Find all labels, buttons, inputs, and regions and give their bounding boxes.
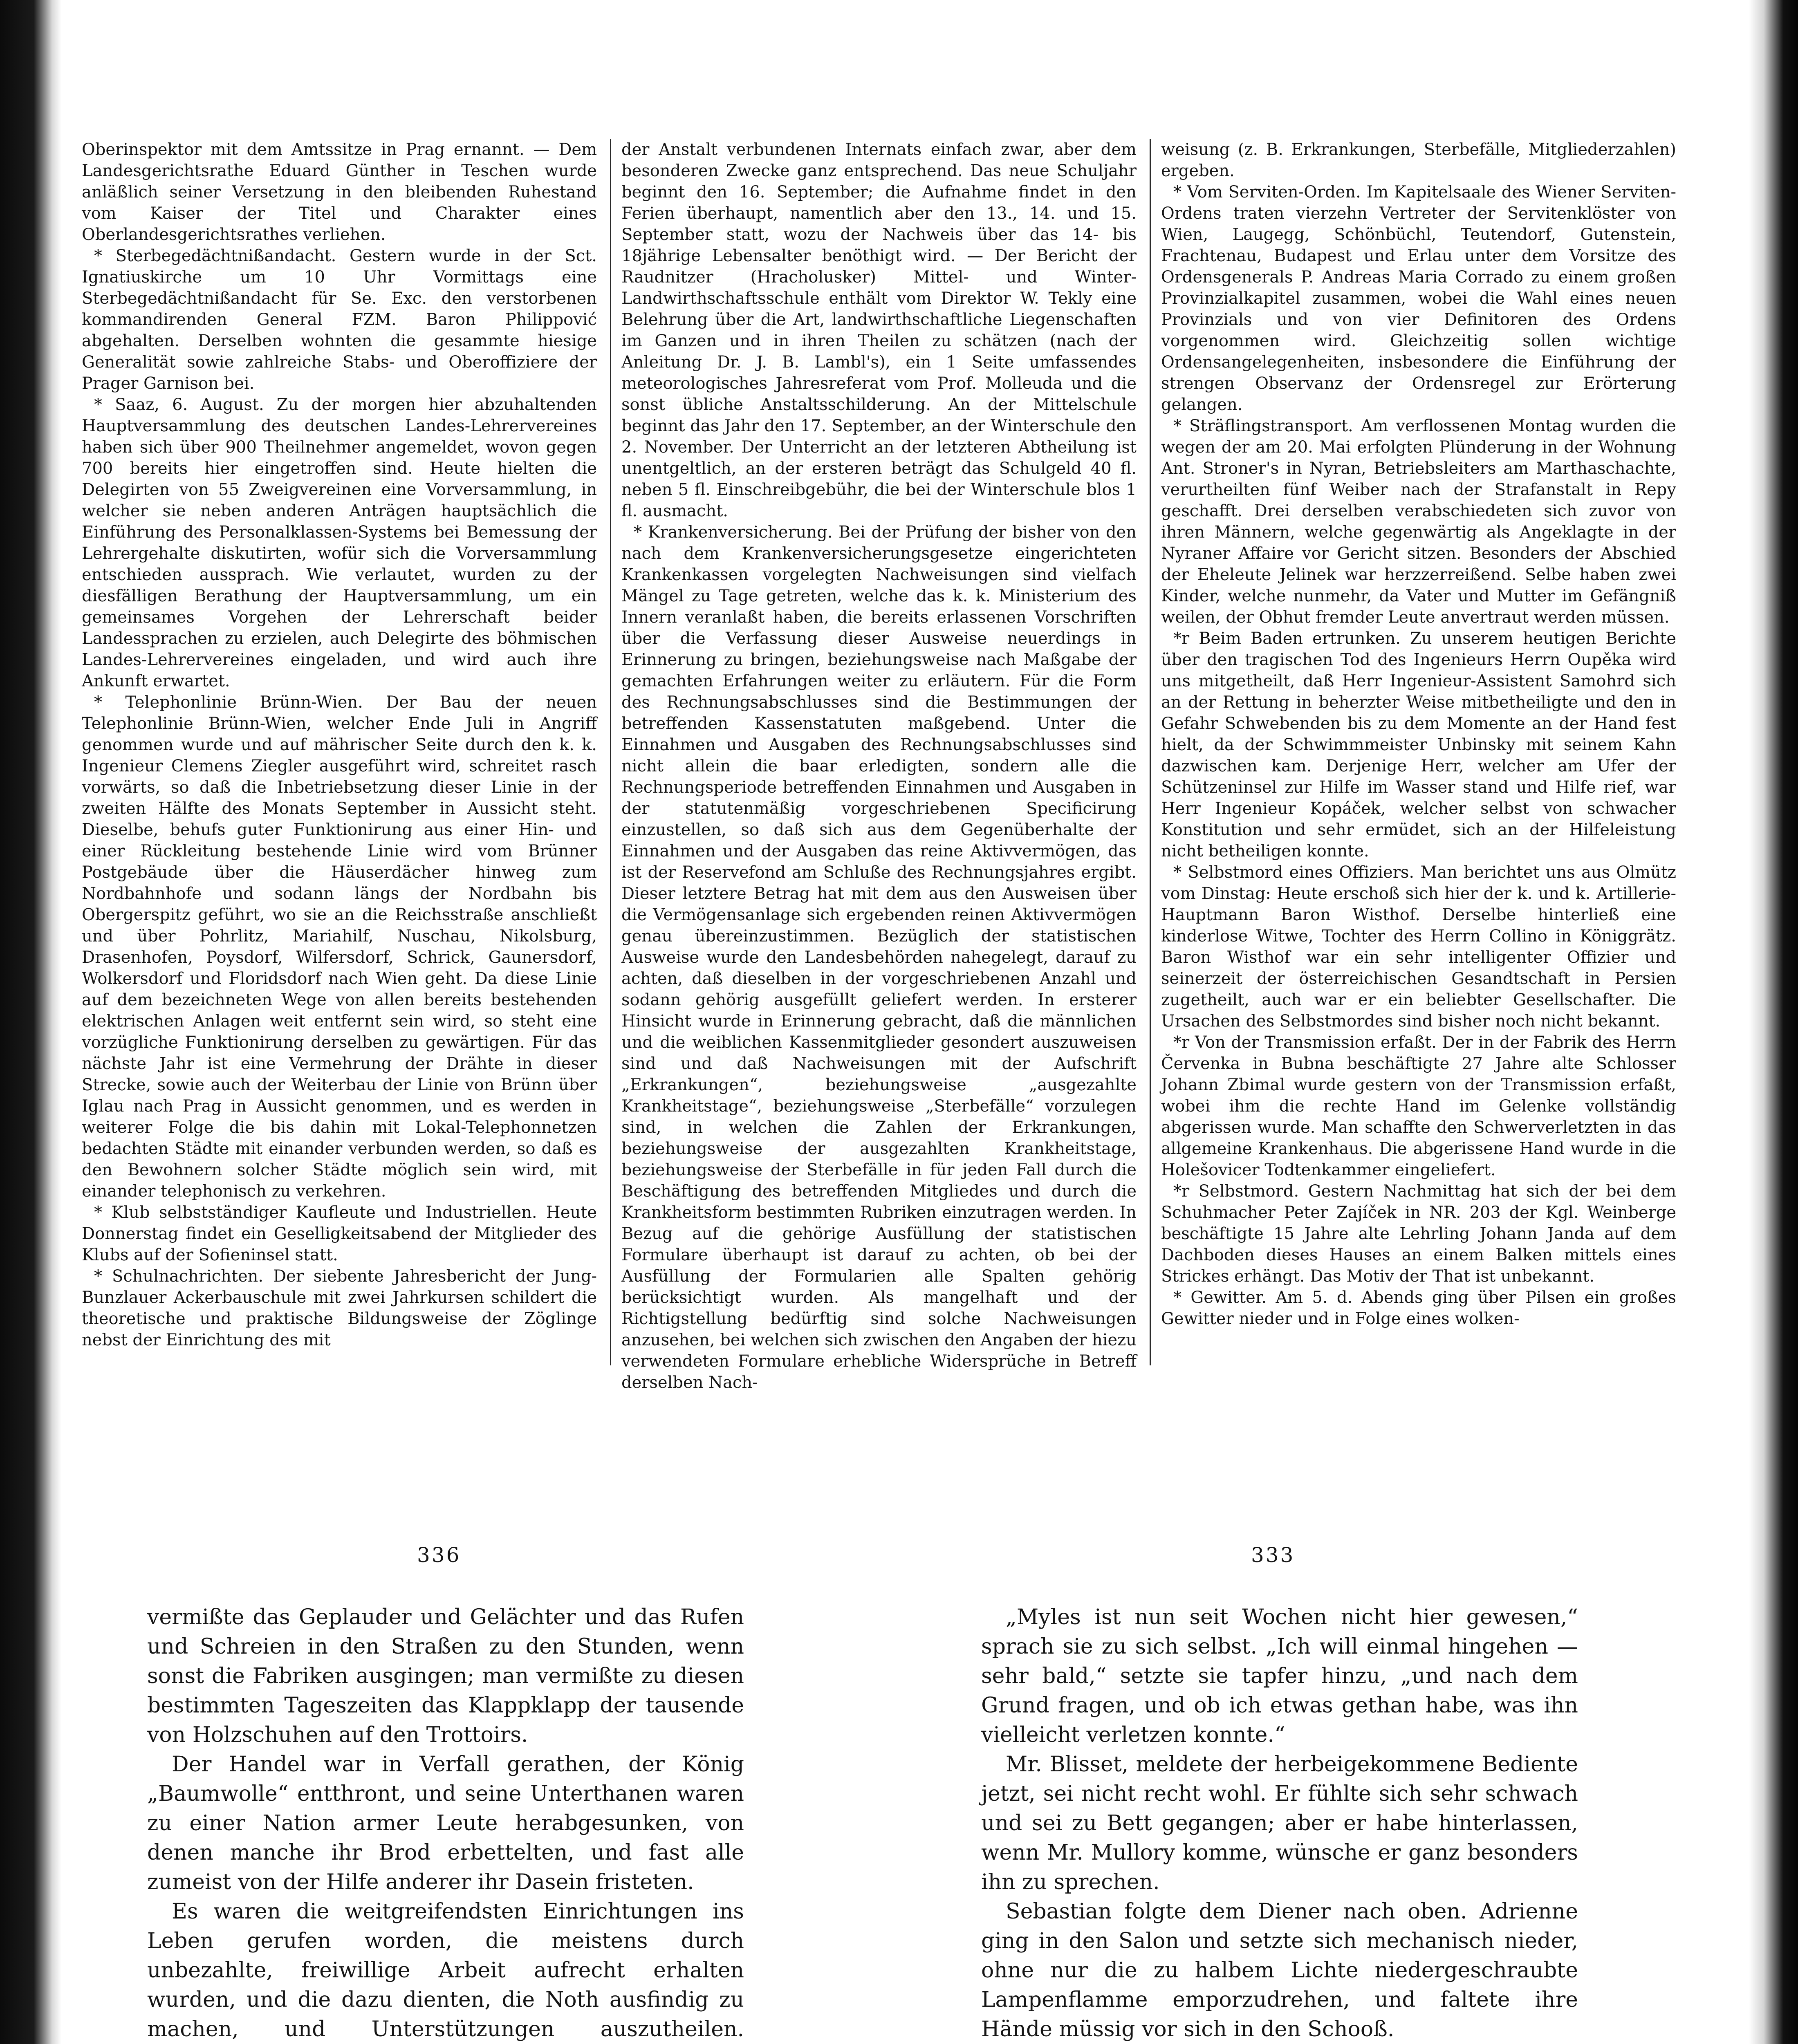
book-left-page <box>147 1602 744 2044</box>
newspaper-clipping <box>82 106 1676 1392</box>
book-right-page <box>981 1602 1578 2044</box>
left-page-number: 336 <box>417 1543 461 1567</box>
news-item-gewitter: * Gewitter. Am 5. d. Abends ging über Pilsen ein großes Gewitter nieder und in Folge eines wolken- <box>1161 1288 1676 1328</box>
news-column-3 <box>1161 139 1676 1374</box>
book-paragraph: Sebastian folgte dem Diener nach oben. Adrienne ging in den Salon und setzte sich mechanisch nieder, ohne nur die zu halbem Lichte niedergeschraubte Lampenflamme emporzudrehen, und faltete ihre Hände müssig vor sich in den Schooß. <box>981 1899 1578 2042</box>
book-paragraph: vermißte das Geplauder und Gelächter und das Rufen und Schreien in den Straßen zu den Stunden, wenn sonst die Fabriken ausgingen; man vermißte zu diesen bestimmten Tageszeiten das Klappklapp der tausende von Holzschuhen auf den Trottoirs. <box>147 1605 744 1747</box>
news-item-klub: * Klub selbstständiger Kaufleute und Industriellen. Heute Donnerstag findet ein Geselligkeitsabend der Mitglieder des Klubs auf der Sofieninsel statt. <box>82 1203 597 1264</box>
column-rule <box>610 139 611 1365</box>
news-column-2 <box>621 139 1137 1392</box>
book-paragraph: Mr. Blisset, meldete der herbeigekommene Bediente jetzt, sei nicht recht wohl. Er fühlte sich sehr schwach und sei zu Bett gegangen; aber er habe hinterlassen, wenn Mr. Mullory komme, wünsche er ganz besonders ihn zu sprechen. <box>981 1752 1578 1894</box>
news-item-schulnachrichten: * Schulnachrichten. Der siebente Jahresbericht der Jung-Bunzlauer Ackerbauschule mit zwei Jahrkursen schildert die theoretische und praktische Bildungsweise der Zöglinge nebst der Einrichtung des mit <box>82 1267 597 1349</box>
news-paragraph: weisung (z. B. Erkrankungen, Sterbefälle, Mitgliederzahlen) ergeben. <box>1161 140 1676 180</box>
news-item-sterbegedaechtnis: * Sterbegedächtnißandacht. Gestern wurde in der Sct. Ignatiuskirche um 10 Uhr Vormittags eine Sterbegedächtnißandacht für Se. Exc. den verstorbenen kommandirenden General FZM. Baron Philippović abgehalten. Derselben wohnten die gesammte hiesige Generalität sowie zahlreiche Stabs- und Oberoffiziere der Prager Garnison bei. <box>82 247 597 393</box>
scan-shadow-left <box>0 0 61 2044</box>
news-item-offizier: * Selbstmord eines Offiziers. Man berichtet uns aus Olmütz vom Dinstag: Heute erschoß sich hier der k. und k. Artillerie-Hauptmann Baron Wisthof. Derselbe hinterließ eine kinderlose Witwe, Tochter des Herrn Collino in Königgrätz. Baron Wisthof war ein sehr intelligenter Offizier und seinerzeit der österreichischen Gesandtschaft in Persien zugetheilt, auch war er ein beliebter Gesellschafter. Die Ursachen des Selbstmordes sind bisher noch nicht bekannt. <box>1161 863 1676 1031</box>
news-paragraph: Oberinspektor mit dem Amtssitze in Prag ernannt. — Dem Landesgerichtsrathe Eduard Günther in Teschen wurde anläßlich seiner Versetzung in den bleibenden Ruhestand vom Kaiser der Titel und Charakter eines Oberlandesgerichtsrathes verliehen. <box>82 140 597 244</box>
news-item-saaz: * Saaz, 6. August. Zu der morgen hier abzuhaltenden Hauptversammlung des deutschen Landes-Lehrervereines haben sich über 900 Theilnehmer angemeldet, wovon gegen 700 bereits hier eingetroffen sind. Heute hielten die Delegirten von 55 Zweigvereinen eine Vorversammlung, in welcher sie neben anderen Anträgen hauptsächlich die Einführung des Personalklassen-Systems bei Bemessung der Lehrergehalte diskutirten, wofür sich die Vorversammlung entschieden aussprach. Wie verlautet, wurden zu der diesfälligen Berathung der Hauptversammlung, um ein gemeinsames Vorgehen der Lehrerschaft beider Landessprachen zu erzielen, auch Delegirte des böhmischen Landes-Lehrervereines eingeladen, und wird auch ihre Ankunft erwartet. <box>82 395 597 690</box>
book-paragraph: „Myles ist nun seit Wochen nicht hier gewesen,“ sprach sie zu sich selbst. „Ich will einmal hingehen — sehr bald,“ setzte sie tapfer hinzu, „und nach dem Grund fragen, und ob ich etwas gethan habe, was ihn vielleicht verletzen konnte.“ <box>981 1605 1578 1747</box>
book-paragraph: Es waren die weitgreifendsten Einrichtungen ins Leben gerufen worden, die meistens durch unbezahlte, freiwillige Arbeit aufrecht erhalten wurden, und die dazu dienten, die Noth ausfindig zu machen, und Unterstützungen auszutheilen. <box>147 1899 744 2042</box>
news-paragraph: der Anstalt verbundenen Internats einfach zwar, aber dem besonderen Zwecke ganz entsprechend. Das neue Schuljahr beginnt den 16. September; die Aufnahme findet in den Ferien überhaupt, namentlich aber den 13., 14. und 15. September statt, wozu der Nachweis über das 14- bis 18jährige Lebensalter benöthigt wird. — Der Bericht der Raudnitzer (Hracholusker) Mittel- und Winter-Landwirthschaftsschule enthält vom Direktor W. Tekly eine Belehrung über die Art, landwirthschaftliche Liegenschaften im Ganzen und in ihren Theilen zu schätzen (nach der Anleitung Dr. J. B. Lambl's), ein 1 Seite umfassendes meteorologisches Jahresreferat vom Prof. Molleuda und die sonst übliche Anstaltsschilderung. An der Mittelschule beginnt das Jahr den 17. September, an der Winterschule den 2. November. Der Unterricht an der letzteren Abtheilung ist unentgeltlich, an der ersteren beträgt das Schulgeld 40 fl. neben 5 fl. Einschreibgebühr, die bei der Winterschule blos 1 fl. ausmacht. <box>621 140 1137 520</box>
book-paragraph: Der Handel war in Verfall gerathen, der König „Baumwolle“ entthront, und seine Unterthanen waren zu einer Nation armer Leute herabgesunken, von denen manche ihr Brod erbettelten, und fast alle zumeist von der Hilfe anderer ihr Dasein fristeten. <box>147 1752 744 1894</box>
news-item-straeflingstransport: * Sträflingstransport. Am verflossenen Montag wurden die wegen der am 20. Mai erfolgten Plünderung in der Wohnung Ant. Stroner's in Nyran, Betriebsleiters am Marthaschachte, verurtheilten fünf Weiber nach der Strafanstalt in Repy geschafft. Drei derselben verabschiedeten sich zuvor von ihren Männern, welche gegenwärtig als Angeklagte in der Nyraner Affaire vor Gericht sitzen. Besonders der Abschied der Eheleute Jelinek war herzzerreißend. Selbe haben zwei Kinder, welche nunmehr, da Vater und Mutter im Gefängniß weilen, der Obhut fremder Leute anvertraut werden müssen. <box>1161 417 1676 627</box>
news-item-transmission: *r Von der Transmission erfaßt. Der in der Fabrik des Herrn Červenka in Bubna beschäftigte 27 Jahre alte Schlosser Johann Zbimal wurde gestern von der Transmission erfaßt, wobei ihm die rechte Hand im Gelenke vollständig abgerissen wurde. Man schaffte den Schwerverletzten in das allgemeine Krankenhaus. Die abgerissene Hand wurde in die Holešovicer Todtenkammer eingeliefert. <box>1161 1033 1676 1179</box>
column-rule <box>1150 139 1151 1365</box>
scan-shadow-right <box>1749 0 1798 2044</box>
news-item-selbstmord: *r Selbstmord. Gestern Nachmittag hat sich der bei dem Schuhmacher Peter Zajíček in NR. 203 der Kgl. Weinberge beschäftigte 15 Jahre alte Lehrling Johann Janda auf dem Dachboden dieses Hauses an einem Balken mittels eines Strickes erhängt. Das Motiv der That ist unbekannt. <box>1161 1182 1676 1286</box>
right-page-number: 333 <box>1251 1543 1295 1567</box>
news-item-telephonlinie: * Telephonlinie Brünn-Wien. Der Bau der neuen Telephonlinie Brünn-Wien, welcher Ende Juli in Angriff genommen wurde und auf mährischer Seite durch den k. k. Ingenieur Clemens Ziegler ausgeführt wird, schreitet rasch vorwärts, so daß die Inbetriebsetzung dieser Linie in der zweiten Hälfte des Monats September in Aussicht steht. Dieselbe, behufs guter Funktionirung aus einer Hin- und einer Rückleitung bestehende Linie wird vom Brünner Postgebäude über die Häuserdächer hinweg zum Nordbahnhofe und sodann längs der Nordbahn bis Obergerspitz geführt, wo sie an die Reichsstraße anschließt und über Pohrlitz, Mariahilf, Nuschau, Nikolsburg, Drasenhofen, Poysdorf, Wilfersdorf, Schrick, Gaunersdorf, Wolkersdorf und Floridsdorf nach Wien geht. Da diese Linie auf dem bezeichneten Wege von allen bereits bestehenden elektrischen Anlagen weit entfernt sein wird, so steht eine vorzügliche Funktionirung derselben zu gewärtigen. Für das nächste Jahr ist eine Vermehrung der Drähte in dieser Strecke, sowie auch der Weiterbau der Linie von Brünn über Iglau nach Prag in Aussicht genommen, und es werden in weiterer Folge die bis dahin mit Lokal-Telephonnetzen bedachten Städte mit einander verbunden werden, so daß es den Bewohnern solcher Städte möglich sein wird, mit einander telephonisch zu verkehren. <box>82 693 597 1201</box>
news-item-serviten: * Vom Serviten-Orden. Im Kapitelsaale des Wiener Serviten-Ordens traten vierzehn Vertreter der Servitenklöster von Wien, Laugegg, Schönbüchl, Teutendorf, Gutenstein, Frachtenau, Budapest und Erlau unter dem Vorsitze des Ordensgenerals P. Andreas Maria Corrado zu einem großen Provinzialkapitel zusammen, wobei die Wahl eines neuen Provinzials und von vier Definitoren des Ordens vorgenommen wird. Gleichzeitig sollen wichtige Ordensangelegenheiten, insbesondere die Einführung der strengen Observanz der Ordensregel zur Erörterung gelangen. <box>1161 183 1676 414</box>
news-column-1 <box>82 139 597 1374</box>
news-item-krankenversicherung: * Krankenversicherung. Bei der Prüfung der bisher von den nach dem Krankenversicherungsgesetze eingerichteten Krankenkassen vorgelegten Nachweisungen sind vielfach Mängel zu Tage getreten, welche das k. k. Ministerium des Innern veranlaßt haben, die bereits erlassenen Vorschriften über die Verfassung dieser Ausweise neuerdings in Erinnerung zu bringen, beziehungsweise nach Maßgabe der gemachten Erfahrungen weiter zu erläutern. Für die Form des Rechnungsabschlusses sind die Bestimmungen der betreffenden Kassenstatuten maßgebend. Unter die Einnahmen und Ausgaben des Rechnungsabschlusses sind nicht allein die baar erledigten, sondern alle die Rechnungsperiode betreffenden Einnahmen und Ausgaben in der statutenmäßig vorgeschriebenen Specificirung einzustellen, so daß sich aus dem Gegenüberhalte der Einnahmen und der Ausgaben das reine Aktivvermögen, das ist der Reservefond am Schluße des Rechnungsjahres ergibt. Dieser letztere Betrag hat mit dem aus den Ausweisen über die Vermögensanlage sich ergebenden reinen Aktivvermögen genau übereinzustimmen. Bezüglich der statistischen Ausweise wurde den Landesbehörden nahegelegt, darauf zu achten, daß dieselben in der vorgeschriebenen Anzahl und sodann gehörig ausgefüllt geliefert werden. In ersterer Hinsicht wurde in Erinnerung gebracht, daß die männlichen und die weiblichen Kassenmitglieder gesondert auszuweisen sind und daß Nachweisungen mit der Aufschrift „Erkrankungen“, beziehungsweise „ausgezahlte Krankheitstage“, beziehungsweise „Sterbefälle“ vorzulegen sind, in welchen die Zahlen der Erkrankungen, beziehungsweise der ausgezahlten Krankheitstage, beziehungsweise der Sterbefälle in für jeden Fall durch die Beschäftigung des betreffenden Mitgliedes und durch die Krankheitsform bestimmten Rubriken einzutragen werden. In Bezug auf die gehörige Ausfüllung der statistischen Formulare überhaupt ist darauf zu achten, ob bei der Ausfüllung der Formularien alle Spalten gehörig berücksichtigt wurden. Als mangelhaft und der Richtigstellung bedürftig sind solche Nachweisungen anzusehen, bei welchen sich zwischen den Angaben der hiezu verwendeten Formulare erhebliche Widersprüche in Betreff derselben Nach- <box>621 523 1137 1392</box>
news-item-ertrunken: *r Beim Baden ertrunken. Zu unserem heutigen Berichte über den tragischen Tod des Ingenieurs Herrn Oupěka wird uns mitgetheilt, daß Herr Ingenieur-Assistent Samohrd sich an der Rettung in beherzter Weise mitbetheiligte und den in Gefahr Schwebenden bis zu dem Momente an der Hand fest hielt, da der Schwimmmeister Unbinsky mit seinem Kahn dazwischen kam. Derjenige Herr, welcher am Ufer der Schützeninsel zur Hilfe im Wasser stand und Hilfe rief, war Herr Ingenieur Kopáček, welcher selbst von schwacher Konstitution und sehr ermüdet, sich an der Hilfeleistung nicht betheiligen konnte. <box>1161 629 1676 861</box>
